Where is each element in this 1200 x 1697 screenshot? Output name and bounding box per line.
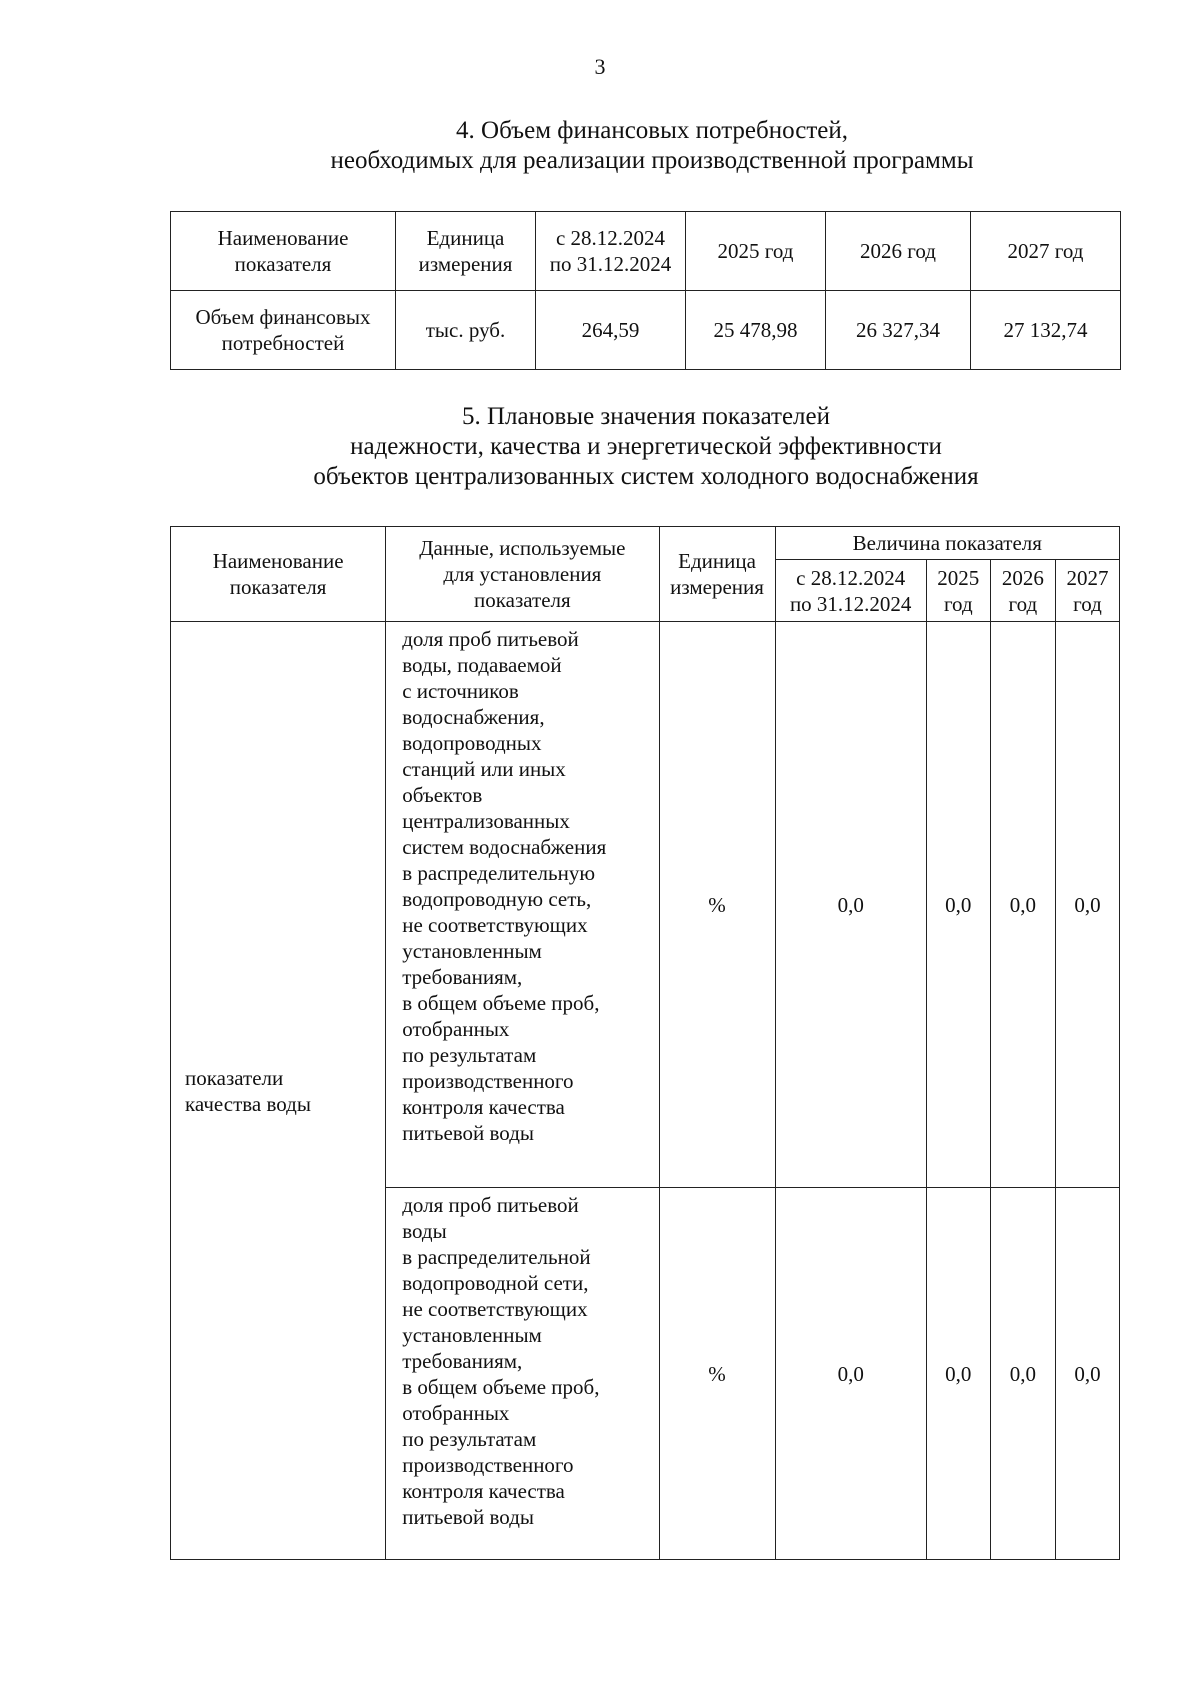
name-line: качества воды	[185, 1091, 311, 1116]
title-line: надежности, качества и энергетической эффективности	[350, 433, 942, 460]
title-line: 4. Объем финансовых потребностей,	[456, 117, 848, 144]
desc-line: воды	[402, 1219, 447, 1243]
desc-line: доля проб питьевой	[402, 627, 579, 651]
header-line: Единица	[426, 226, 505, 250]
row-value-period: 264,59	[536, 291, 686, 370]
desc-line: систем водоснабжения	[402, 835, 607, 859]
desc-line: водопроводную сеть,	[402, 887, 592, 911]
row-unit: %	[659, 1188, 775, 1560]
desc-line: контроля качества	[402, 1479, 565, 1503]
row-value-2027: 27 132,74	[971, 291, 1121, 370]
row-description	[386, 1188, 659, 1560]
financial-needs-table	[170, 211, 1121, 370]
header-cell-2025: 2025 год	[686, 212, 826, 291]
row-value-2026: 0,0	[990, 622, 1055, 1188]
header-line: Единица	[678, 549, 756, 573]
header-line: Данные, используемые	[419, 536, 626, 560]
row-value-2026: 26 327,34	[826, 291, 971, 370]
table-row	[171, 291, 1121, 370]
desc-line: в общем объеме проб,	[402, 1375, 600, 1399]
header-line: год	[1008, 591, 1038, 616]
header-cell-2027: 2027 год	[971, 212, 1121, 291]
header-cell-name	[171, 212, 396, 291]
header-line: 2026	[1001, 565, 1044, 590]
page-number: 3	[594, 54, 606, 79]
section-5-title	[46, 402, 1200, 492]
desc-line: водопроводной сети,	[402, 1271, 589, 1295]
desc-line: контроля качества	[402, 1095, 565, 1119]
header-line: Наименование	[212, 549, 344, 573]
desc-line: станций или иных	[402, 757, 566, 781]
desc-line: установленным	[402, 939, 542, 963]
header-line: для установления	[443, 562, 602, 586]
section-4-title	[52, 116, 1200, 176]
header-cell-2026: 2026 год	[826, 212, 971, 291]
header-cell-name	[171, 527, 386, 622]
desc-line: требованиям,	[402, 1349, 523, 1373]
desc-line: с источников	[402, 679, 519, 703]
row-value-2025: 0,0	[926, 1188, 990, 1560]
header-line: год	[943, 591, 973, 616]
desc-line: отобранных	[402, 1017, 510, 1041]
desc-line: установленным	[402, 1323, 542, 1347]
desc-line: в распределительной	[402, 1245, 591, 1269]
header-line: по 31.12.2024	[789, 591, 912, 616]
desc-line: объектов	[402, 783, 483, 807]
row-unit: тыс. руб.	[396, 291, 536, 370]
desc-line: не соответствующих	[402, 1297, 588, 1321]
desc-line: не соответствующих	[402, 913, 588, 937]
desc-line: в распределительную	[402, 861, 596, 885]
header-line: с 28.12.2024	[555, 226, 666, 250]
header-line: с 28.12.2024	[796, 565, 906, 590]
row-value-period: 0,0	[775, 622, 926, 1188]
header-cell-unit	[396, 212, 536, 291]
desc-line: централизованных	[402, 809, 570, 833]
header-cell-2026	[990, 560, 1055, 622]
header-line: 2025	[937, 565, 980, 590]
desc-line: требованиям,	[402, 965, 523, 989]
header-line: измерения	[670, 575, 764, 599]
header-cell-2027	[1055, 560, 1119, 622]
table-header-row	[171, 527, 1120, 560]
desc-line: по результатам	[402, 1043, 537, 1067]
row-description	[386, 622, 659, 1188]
header-cell-unit	[659, 527, 775, 622]
header-cell-2025	[926, 560, 990, 622]
desc-line: водопроводных	[402, 731, 542, 755]
header-cell-value-group: Величина показателя	[775, 527, 1119, 560]
header-cell-period	[775, 560, 926, 622]
table-row	[171, 622, 1120, 1188]
desc-line: в общем объеме проб,	[402, 991, 600, 1015]
desc-line: доля проб питьевой	[402, 1193, 579, 1217]
row-value-2026: 0,0	[990, 1188, 1055, 1560]
header-line: по 31.12.2024	[549, 252, 672, 276]
header-line: измерения	[418, 252, 513, 276]
row-value-2025: 25 478,98	[686, 291, 826, 370]
row-value-2027: 0,0	[1055, 622, 1119, 1188]
table-header-row	[171, 212, 1121, 291]
name-line: потребностей	[221, 331, 345, 355]
desc-line: водоснабжения,	[402, 705, 545, 729]
row-group-name	[171, 622, 386, 1560]
name-line: Объем финансовых	[195, 305, 371, 329]
row-value-2027: 0,0	[1055, 1188, 1119, 1560]
name-line: показатели	[185, 1065, 284, 1090]
desc-line: производственного	[402, 1453, 574, 1477]
title-line: необходимых для реализации производственной программы	[330, 147, 974, 174]
desc-line: воды, подаваемой	[402, 653, 562, 677]
header-cell-data	[386, 527, 659, 622]
title-line: 5. Плановые значения показателей	[461, 403, 831, 430]
desc-line: питьевой воды	[402, 1505, 534, 1529]
header-line: показателя	[234, 252, 332, 276]
header-line: показателя	[229, 575, 327, 599]
row-value-2025: 0,0	[926, 622, 990, 1188]
title-line: объектов централизованных систем холодного водоснабжения	[313, 463, 979, 490]
row-unit: %	[659, 622, 775, 1188]
header-line: Наименование	[217, 226, 349, 250]
header-cell-period	[536, 212, 686, 291]
desc-line: производственного	[402, 1069, 574, 1093]
quality-indicators-table	[170, 526, 1120, 1560]
desc-line: отобранных	[402, 1401, 510, 1425]
desc-line: питьевой воды	[402, 1121, 534, 1145]
header-line: показателя	[474, 588, 571, 612]
row-name	[171, 291, 396, 370]
desc-line: по результатам	[402, 1427, 537, 1451]
header-line: 2027	[1066, 565, 1109, 590]
header-line: год	[1073, 591, 1102, 616]
row-value-period: 0,0	[775, 1188, 926, 1560]
